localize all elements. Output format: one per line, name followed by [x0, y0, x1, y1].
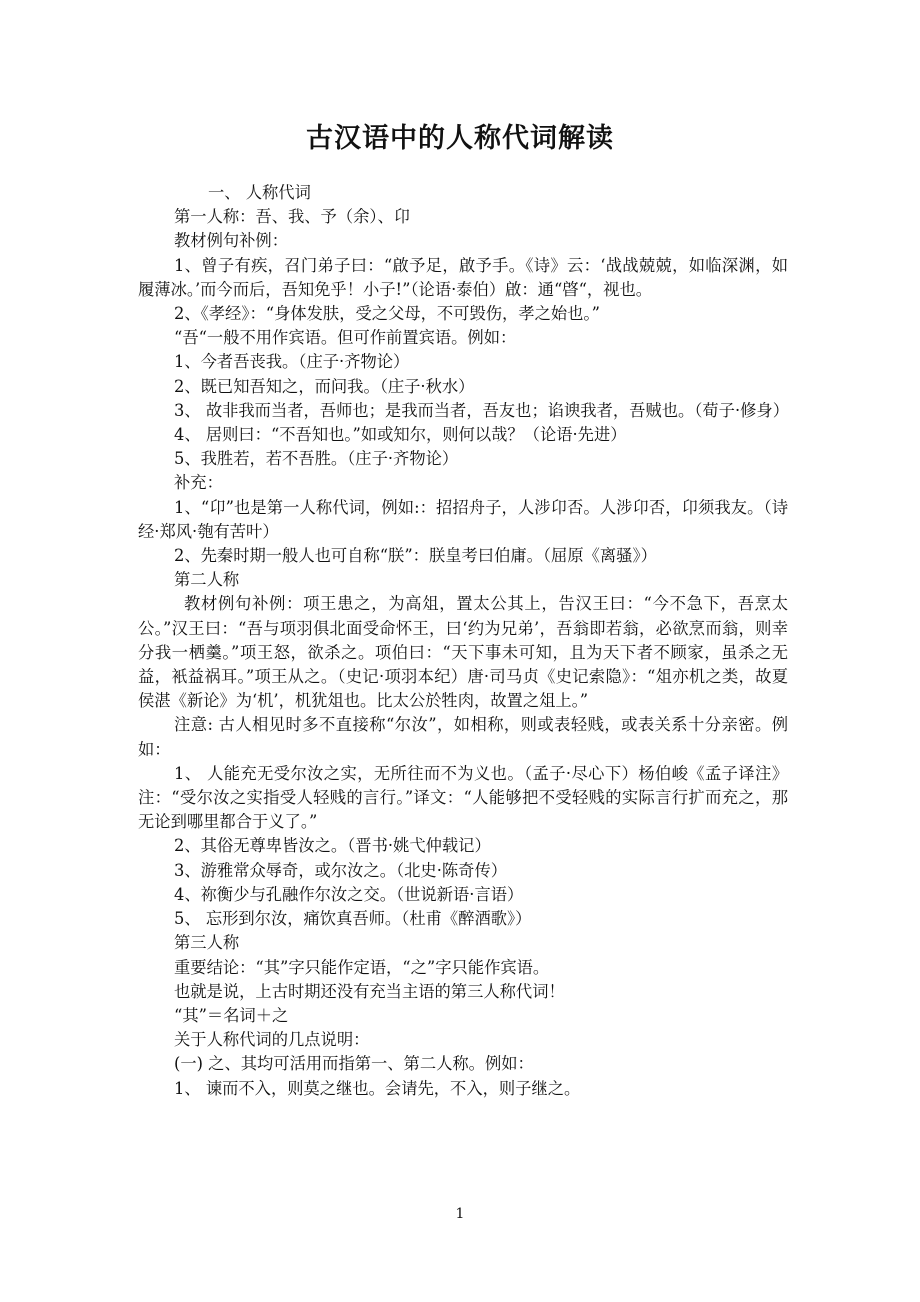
paragraph: 教材例句补例：项王患之，为高俎，置太公其上，告汉王曰：“今不急下，吾烹太公。”汉王曰：“吾与项羽俱北面受命怀王，曰‘约为兄弟’，吾翁即若翁，必欲烹而翁，则幸分我一栖羹。”项王怒，欲杀之。项伯曰：“天下事未可知，且为天下者不顾家，虽杀之无益，衹益祸耳。”项王从之。（史记·项羽本纪）唐·司马贞《史记索隐》：“俎亦机之类，故夏侯湛《新论》为‘机’，机犹俎也。比太公於牲肉，故置之俎上。”	[138, 594, 788, 711]
paragraph: 5、 忘形到尔汝，痛饮真吾师。（杜甫《醉酒歌》）	[174, 909, 532, 929]
subheading-third-person: 第三人称	[174, 933, 240, 953]
paragraph: 4、 居则曰：“不吾知也。”如或知尔，则何以哉？（论语·先进）	[174, 425, 627, 445]
document-title: 古汉语中的人称代词解读	[306, 123, 614, 154]
paragraph: 2、其俗无尊卑皆汝之。（晋书·姚弋仲载记）	[174, 836, 491, 856]
section-heading: 一、 人称代词	[208, 183, 311, 202]
paragraph: 2、《孝经》：“身体发肤，受之父母，不可毁伤，孝之始也。”	[174, 304, 600, 324]
page-number: 1	[455, 1206, 465, 1222]
paragraph: 重要结论：“其”字只能作定语，“之”字只能作宾语。	[174, 957, 550, 977]
paragraph: “其”＝名词＋之	[174, 1005, 289, 1025]
paragraph: 1、“卬”也是第一人称代词，例如:：招招舟子，人涉卬否。人涉卬否，卬须我友。（诗经·郑风·匏有苦叶）	[138, 497, 788, 541]
paragraph: 1、今者吾丧我。（庄子·齐物论）	[174, 352, 410, 372]
paragraph: 3、 故非我而当者，吾师也；是我而当者，吾友也；谄谀我者，吾贼也。（荀子·修身）	[174, 400, 789, 420]
subheading-second-person: 第二人称	[174, 570, 240, 590]
paragraph: 2、既已知吾知之，而问我。（庄子·秋水）	[174, 376, 475, 396]
paragraph: “吾“一般不用作宾语。但可作前置宾语。例如：	[174, 328, 517, 348]
paragraph: 4、祢衡少与孔融作尔汝之交。（世说新语·言语）	[174, 884, 524, 904]
paragraph: 教材例句补例：	[174, 231, 288, 251]
document-body	[138, 181, 788, 1101]
paragraph: 2、先秦时期一般人也可自称“朕”：朕皇考曰伯庸。（屈原《离骚》）	[174, 546, 657, 566]
paragraph: 补充：	[174, 473, 223, 493]
paragraph: 第一人称：吾、我、予（余）、卬	[174, 207, 411, 227]
paragraph: 1、 谏而不入，则莫之继也。会请先，不入，则子继之。	[174, 1078, 581, 1098]
paragraph: 也就是说，上古时期还没有充当主语的第三人称代词！	[174, 981, 565, 1001]
paragraph: 3、游雅常众辱奇，或尔汝之。（北史·陈奇传）	[174, 860, 508, 880]
paragraph: 关于人称代词的几点说明：	[174, 1030, 370, 1050]
paragraph: 1、 人能充无受尔汝之实，无所往而不为义也。（孟子·尽心下）杨伯峻《孟子译注》注：“受尔汝之实指受人轻贱的言行。”译文：“人能够把不受轻贱的实际言行扩而充之，那无论到哪里都合于义了。”	[138, 763, 788, 832]
paragraph: 注意: 古人相见时多不直接称“尔汝”，如相称，则或表轻贱，或表关系十分亲密。例如：	[138, 715, 788, 759]
paragraph: 1、曾子有疾，召门弟子曰：“啟予足，啟予手。《诗》云：‘战战兢兢，如临深渊，如履薄冰。’而今而后，吾知免乎！小子!”（论语·泰伯）啟：通“晵“，视也。	[138, 255, 788, 299]
paragraph: (一) 之、其均可活用而指第一、第二人称。例如：	[174, 1054, 534, 1074]
paragraph: 5、我胜若，若不吾胜。（庄子·齐物论）	[174, 449, 459, 469]
